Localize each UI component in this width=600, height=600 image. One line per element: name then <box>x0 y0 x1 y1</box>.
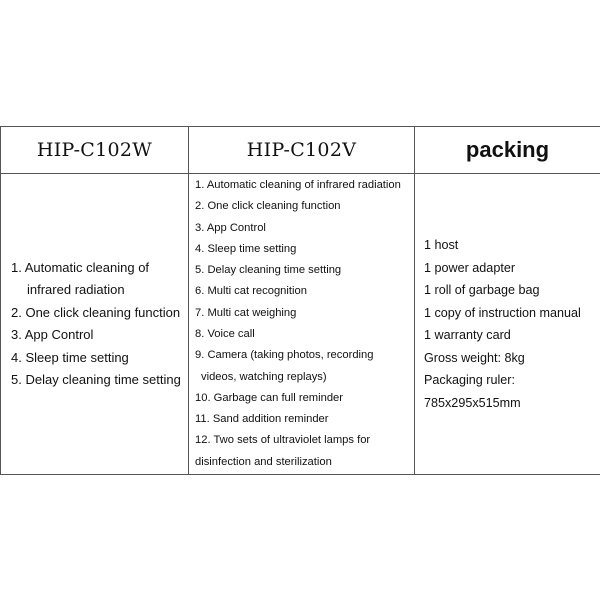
packing-item: 1 power adapter <box>424 260 516 275</box>
header-packing: packing <box>415 127 600 174</box>
packing-item: 1 warranty card <box>424 328 511 342</box>
body-row <box>1 174 600 475</box>
header-c102w: HIP-C102W <box>1 127 189 174</box>
packing-item: 1 copy of instruction manual <box>424 305 581 320</box>
packing-cell <box>415 174 600 475</box>
spec-table <box>0 126 600 475</box>
packing-item: 785x295x515mm <box>424 395 521 410</box>
c102v-feature-item: 2. One click cleaning function <box>195 200 341 213</box>
c102v-feature-list <box>189 175 414 473</box>
c102v-feature-item: 8. Voice call <box>195 328 255 340</box>
c102w-feature-item: 2. One click cleaning function <box>11 304 181 320</box>
c102w-feature-item: infrared radiation <box>27 282 125 297</box>
c102v-feature-item: 10. Garbage can full reminder <box>195 391 344 404</box>
c102w-feature-item: 3. App Control <box>11 327 94 342</box>
c102v-feature-item: 4. Sleep time setting <box>195 242 297 255</box>
packing-list <box>415 234 600 414</box>
c102v-feature-item: 5. Delay cleaning time setting <box>195 264 342 277</box>
c102w-feature-item: 1. Automatic cleaning of <box>11 259 150 275</box>
packing-item: Packaging ruler: <box>424 373 516 387</box>
c102w-feature-item: 4. Sleep time setting <box>11 349 129 365</box>
packing-item: Gross weight: 8kg <box>424 350 525 365</box>
header-c102v: HIP-C102V <box>189 127 415 174</box>
packing-item: 1 host <box>424 238 459 252</box>
packing-item: 1 roll of garbage bag <box>424 283 540 297</box>
c102v-feature-item: 1. Automatic cleaning of infrared radiation <box>195 178 401 191</box>
c102v-feature-item: 9. Camera (taking photos, recording <box>195 349 374 362</box>
c102v-feature-item: 6. Multi cat recognition <box>195 285 307 298</box>
c102v-feature-item: 7. Multi cat weighing <box>195 306 297 319</box>
c102v-feature-item: videos, watching replays) <box>201 370 327 383</box>
c102v-feature-item: disinfection and sterilization <box>195 455 332 468</box>
c102v-feature-item: 3. App Control <box>195 221 266 234</box>
c102v-cell <box>189 174 415 475</box>
header-row <box>1 127 600 174</box>
c102v-feature-item: 12. Two sets of ultraviolet lamps for <box>195 434 371 447</box>
c102w-feature-list <box>1 257 188 392</box>
c102w-feature-item: 5. Delay cleaning time setting <box>11 372 181 387</box>
c102v-feature-item: 11. Sand addition reminder <box>195 413 329 426</box>
c102w-cell <box>1 174 189 475</box>
